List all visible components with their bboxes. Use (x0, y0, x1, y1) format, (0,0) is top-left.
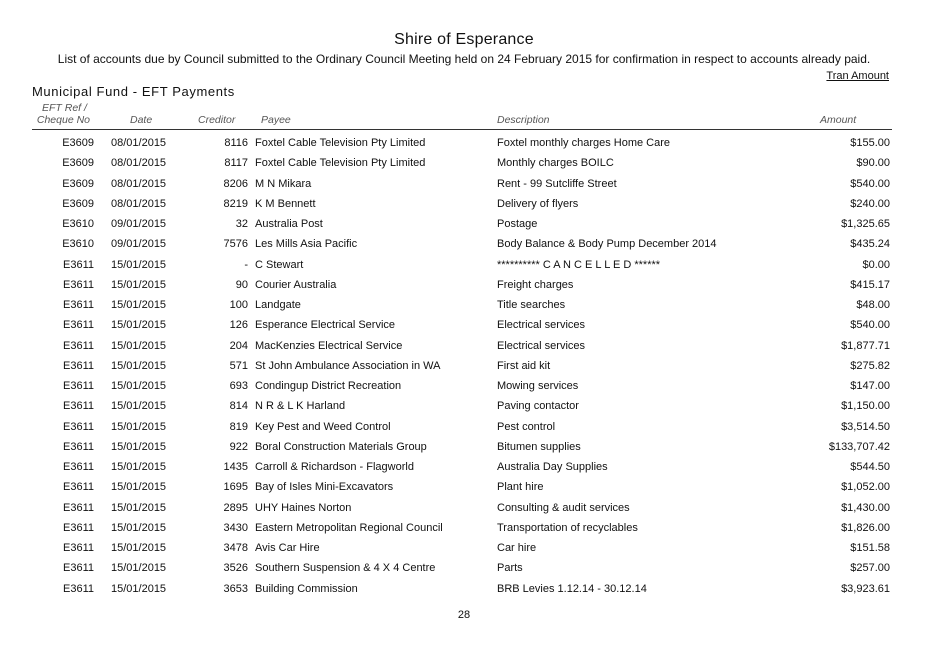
row-creditor: 204 (229, 339, 248, 352)
column-header-payee: Payee (261, 114, 291, 126)
row-ref: E3611 (63, 501, 94, 514)
row-payee: Building Commission (255, 582, 358, 595)
table-row (0, 396, 928, 416)
row-ref: E3611 (63, 258, 94, 271)
column-header-ref-line1: EFT Ref / (42, 102, 87, 114)
row-creditor: 8117 (224, 157, 248, 170)
row-date: 08/01/2015 (111, 177, 167, 190)
row-amount: $540.00 (850, 177, 890, 190)
row-description: Body Balance & Body Pump December 2014 (497, 238, 717, 251)
row-date: 15/01/2015 (111, 440, 167, 453)
row-ref: E3611 (63, 299, 94, 311)
row-amount: $1,826.00 (841, 521, 890, 534)
table-row (0, 275, 928, 295)
row-description: Pest control (497, 420, 556, 433)
row-amount: $90.00 (856, 157, 890, 170)
table-row (0, 214, 928, 234)
row-amount: $147.00 (850, 380, 890, 392)
row-description: Consulting & audit services (497, 501, 630, 514)
row-amount: $155.00 (850, 137, 890, 149)
row-payee: Condingup District Recreation (255, 380, 402, 392)
row-description: Rent - 99 Sutcliffe Street (497, 177, 617, 190)
row-description: Title searches (497, 299, 566, 311)
row-date: 08/01/2015 (111, 197, 167, 210)
row-description: Postage (497, 218, 538, 230)
row-payee: Bay of Isles Mini-Excavators (255, 481, 394, 494)
row-creditor: 32 (235, 218, 248, 230)
row-payee: M N Mikara (255, 177, 312, 190)
row-amount: $1,877.71 (841, 339, 890, 352)
row-creditor: 90 (235, 278, 248, 291)
table-row (0, 315, 928, 335)
row-ref: E3611 (63, 562, 94, 575)
row-creditor: - (244, 258, 248, 271)
row-date: 15/01/2015 (111, 481, 167, 494)
row-amount: $257.00 (850, 562, 890, 575)
row-date: 09/01/2015 (111, 218, 167, 230)
row-date: 15/01/2015 (111, 258, 167, 271)
row-creditor: 1435 (223, 461, 248, 473)
row-description: Parts (497, 562, 523, 575)
row-date: 15/01/2015 (111, 461, 167, 473)
row-amount: $1,150.00 (841, 400, 890, 413)
row-ref: E3611 (63, 420, 94, 433)
row-date: 15/01/2015 (111, 299, 167, 311)
row-description: Foxtel monthly charges Home Care (497, 137, 671, 149)
row-ref: E3611 (63, 400, 94, 413)
row-date: 15/01/2015 (111, 319, 167, 332)
row-ref: E3611 (63, 582, 94, 595)
row-ref: E3611 (63, 319, 94, 332)
table-row (0, 579, 928, 599)
row-ref: E3611 (63, 380, 94, 392)
row-creditor: 819 (229, 420, 248, 433)
row-amount: $48.00 (856, 299, 890, 311)
table-row (0, 538, 928, 558)
row-ref: E3611 (63, 440, 94, 453)
row-payee: Boral Construction Materials Group (255, 440, 427, 453)
table-row (0, 234, 928, 254)
table-row (0, 457, 928, 477)
header-divider (32, 129, 892, 130)
table-row (0, 477, 928, 497)
row-description: Car hire (497, 542, 537, 554)
row-date: 15/01/2015 (111, 501, 167, 514)
row-description: Bitumen supplies (497, 440, 581, 453)
row-creditor: 3526 (223, 562, 248, 575)
table-row (0, 498, 928, 518)
row-ref: E3611 (63, 278, 94, 291)
row-date: 15/01/2015 (111, 521, 167, 534)
row-description: First aid kit (497, 359, 551, 372)
row-description: Electrical services (497, 319, 586, 332)
table-row (0, 558, 928, 578)
row-ref: E3611 (63, 521, 94, 534)
row-description: Freight charges (497, 278, 574, 291)
table-row (0, 153, 928, 173)
row-description: Plant hire (497, 481, 544, 494)
row-creditor: 571 (229, 359, 248, 372)
row-payee: MacKenzies Electrical Service (255, 339, 403, 352)
table-row (0, 194, 928, 214)
row-ref: E3609 (62, 137, 94, 149)
row-amount: $3,514.50 (841, 420, 890, 433)
column-header-date: Date (130, 114, 153, 126)
row-creditor: 8206 (223, 177, 248, 190)
row-creditor: 7576 (223, 238, 248, 251)
row-payee: Carroll & Richardson - Flagworld (255, 461, 414, 473)
row-creditor: 922 (229, 440, 248, 453)
row-creditor: 3478 (223, 542, 248, 554)
row-amount: $133,707.42 (828, 440, 890, 453)
row-amount: $544.50 (850, 461, 890, 473)
row-payee: Foxtel Cable Television Pty Limited (255, 157, 426, 170)
table-row (0, 336, 928, 356)
row-description: BRB Levies 1.12.14 - 30.12.14 (497, 582, 647, 595)
row-payee: Key Pest and Weed Control (255, 420, 391, 433)
table-row (0, 518, 928, 538)
row-creditor: 2895 (223, 501, 248, 514)
page-subtitle: List of accounts due by Council submitted to the Ordinary Council Meeting held on 24 February 2015 for confirmation in respect to accounts already paid. (57, 52, 871, 66)
row-date: 09/01/2015 (111, 238, 167, 251)
row-description: Paving contactor (497, 400, 579, 413)
row-payee: Eastern Metropolitan Regional Council (255, 521, 443, 534)
row-amount: $275.82 (850, 359, 890, 372)
row-date: 08/01/2015 (111, 137, 167, 149)
column-header-creditor: Creditor (198, 114, 236, 126)
row-ref: E3611 (63, 339, 94, 352)
table-row (0, 295, 928, 315)
row-payee: Esperance Electrical Service (255, 319, 396, 332)
table-row (0, 437, 928, 457)
row-date: 15/01/2015 (111, 400, 167, 413)
column-header-description: Description (497, 114, 550, 126)
row-payee: Avis Car Hire (255, 542, 320, 554)
row-amount: $1,430.00 (841, 501, 890, 514)
row-ref: E3609 (62, 177, 94, 190)
row-date: 15/01/2015 (111, 380, 167, 392)
row-amount: $435.24 (850, 238, 890, 251)
row-date: 15/01/2015 (111, 420, 167, 433)
row-date: 15/01/2015 (111, 359, 167, 372)
row-ref: E3609 (62, 197, 94, 210)
row-payee: Les Mills Asia Pacific (255, 238, 358, 251)
page-number: 28 (457, 609, 471, 621)
row-amount: $1,325.65 (841, 218, 890, 230)
column-header-amount: Amount (820, 114, 857, 126)
row-description: Australia Day Supplies (497, 461, 608, 473)
table-row (0, 417, 928, 437)
row-description: Monthly charges BOILC (497, 157, 614, 170)
row-amount: $540.00 (850, 319, 890, 332)
row-ref: E3611 (63, 542, 94, 554)
row-payee: UHY Haines Norton (255, 501, 352, 514)
row-payee: K M Bennett (255, 197, 316, 210)
row-payee: Australia Post (255, 218, 323, 230)
row-date: 15/01/2015 (111, 278, 167, 291)
row-payee: Landgate (255, 299, 301, 311)
row-amount: $415.17 (850, 278, 890, 291)
table-row (0, 255, 928, 275)
row-payee: St John Ambulance Association in WA (255, 359, 441, 372)
row-ref: E3609 (62, 157, 94, 170)
table-row (0, 174, 928, 194)
row-ref: E3610 (62, 218, 94, 230)
row-creditor: 8219 (223, 197, 248, 210)
row-creditor: 8116 (224, 137, 248, 149)
row-amount: $0.00 (862, 258, 890, 271)
row-description: ********** C A N C E L L E D ****** (497, 258, 661, 271)
row-creditor: 3430 (223, 521, 248, 534)
row-date: 15/01/2015 (111, 562, 167, 575)
row-description: Transportation of recyclables (497, 521, 638, 534)
row-ref: E3611 (63, 461, 94, 473)
tran-amount-label: Tran Amount (826, 70, 889, 82)
row-payee: C Stewart (255, 258, 304, 271)
column-header-ref-line2: Cheque No (36, 114, 90, 126)
row-creditor: 3653 (223, 582, 248, 595)
table-row (0, 356, 928, 376)
row-date: 15/01/2015 (111, 582, 167, 595)
row-date: 15/01/2015 (111, 542, 167, 554)
row-date: 08/01/2015 (111, 157, 167, 170)
row-payee: Foxtel Cable Television Pty Limited (255, 137, 426, 149)
row-ref: E3611 (63, 359, 94, 372)
row-creditor: 126 (229, 319, 248, 332)
row-date: 15/01/2015 (111, 339, 167, 352)
row-amount: $3,923.61 (841, 582, 890, 595)
page-title: Shire of Esperance (394, 31, 534, 48)
row-amount: $1,052.00 (841, 481, 890, 494)
payments-table (0, 133, 928, 599)
row-description: Electrical services (497, 339, 586, 352)
table-row (0, 376, 928, 396)
row-description: Delivery of flyers (497, 197, 579, 210)
row-creditor: 100 (229, 299, 248, 311)
row-payee: N R & L K Harland (255, 400, 346, 413)
row-ref: E3610 (62, 238, 94, 251)
row-creditor: 693 (229, 380, 248, 392)
row-payee: Courier Australia (255, 278, 337, 291)
row-payee: Southern Suspension & 4 X 4 Centre (255, 562, 436, 575)
column-header-ref (36, 102, 90, 126)
table-row (0, 133, 928, 153)
row-amount: $151.58 (850, 542, 890, 554)
row-description: Mowing services (497, 380, 579, 392)
row-creditor: 814 (229, 400, 248, 413)
fund-heading: Municipal Fund - EFT Payments (32, 84, 235, 99)
row-creditor: 1695 (223, 481, 248, 494)
row-amount: $240.00 (850, 197, 890, 210)
row-ref: E3611 (63, 481, 94, 494)
